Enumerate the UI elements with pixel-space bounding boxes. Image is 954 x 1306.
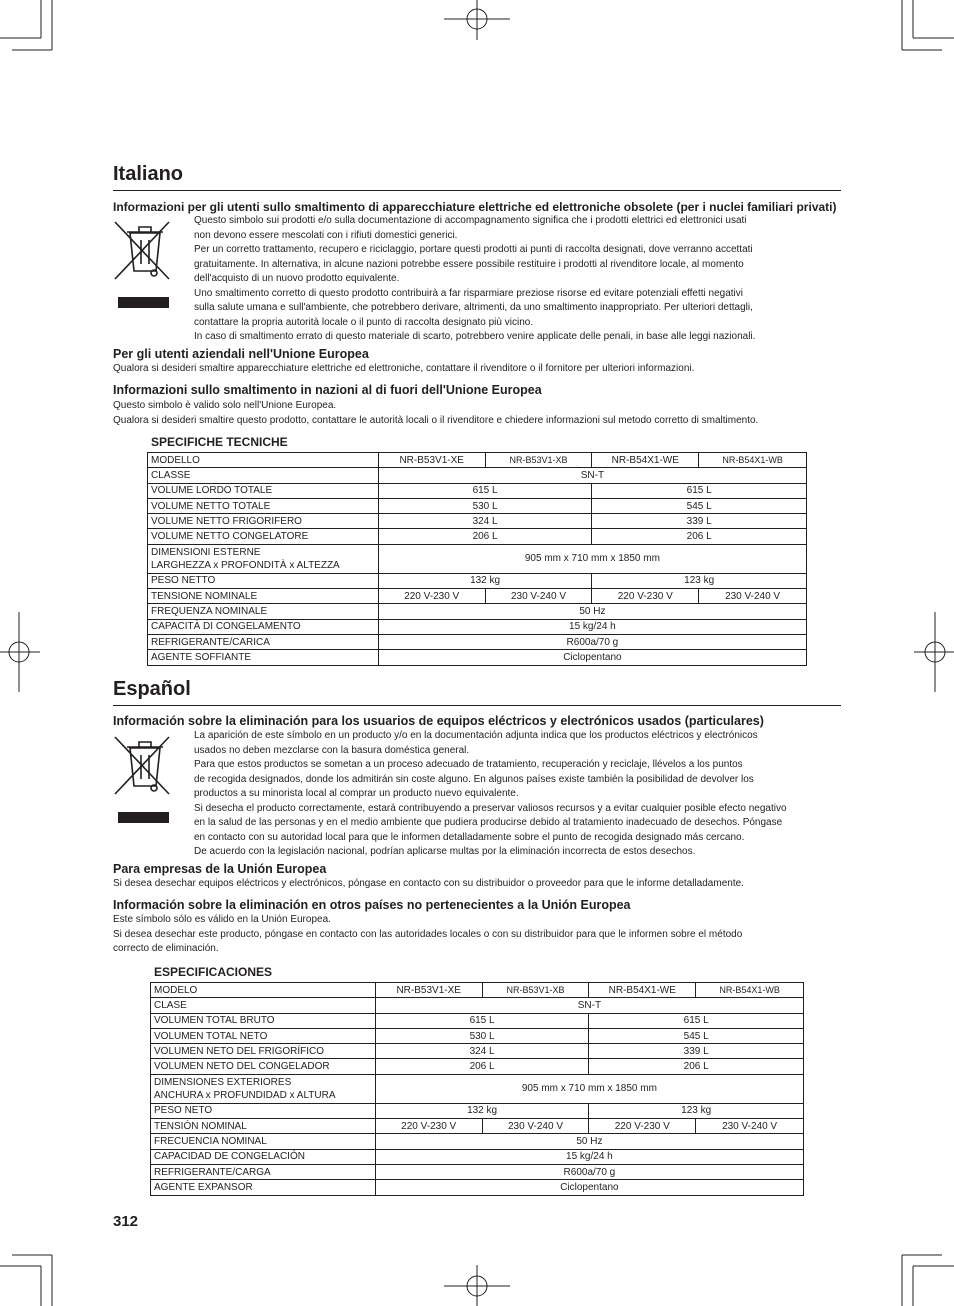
value-cell: R600a/70 g	[375, 1164, 803, 1179]
row-label: AGENTE EXPANSOR	[151, 1180, 376, 1195]
value-cell: 206 L	[589, 1059, 804, 1074]
section-rule	[113, 705, 841, 706]
row-label: CLASE	[151, 998, 376, 1013]
body-line: non devono essere mescolati con i rifiuti domestici generici.	[194, 229, 458, 241]
value-cell: 220 V-230 V	[592, 589, 699, 604]
value-cell: 545 L	[592, 498, 807, 513]
value-cell: 324 L	[378, 514, 592, 529]
body-line: Per un corretto trattamento, recupero e riciclaggio, portare questi prodotti ai punti di raccolta designati, dove verranno accettati	[194, 244, 753, 255]
outside-eu-text	[113, 399, 843, 428]
table-row	[148, 634, 807, 649]
dim-label-line: DIMENSIONI ESTERNE	[151, 546, 261, 558]
outside-eu-text	[113, 913, 843, 957]
value-cell: 905 mm x 710 mm x 1850 mm	[378, 544, 806, 573]
registration-mark-icon	[444, 0, 510, 40]
model-cell: NR-B54X1-WB	[699, 453, 807, 468]
value-cell: 230 V-240 V	[482, 1119, 589, 1134]
value-cell: SN-T	[378, 468, 806, 483]
table-row	[148, 650, 807, 665]
value-cell: 615 L	[378, 483, 592, 498]
row-label: PESO NETTO	[148, 573, 379, 588]
table-row	[148, 529, 807, 544]
registration-mark-icon	[444, 1265, 510, 1306]
model-cell: NR-B54X1-WE	[592, 453, 699, 468]
body-line: Uno smaltimento corretto di questo prodotto contribuirà a far risparmiare preziose risorse ed evitare potenziali effetti negativi	[194, 287, 743, 299]
body-line: de recogida designados, donde los admitirán sin coste alguno. En algunos países existe también la posibilidad de devolver los	[194, 773, 754, 785]
table-row	[148, 483, 807, 498]
value-cell: 206 L	[592, 529, 807, 544]
spec-table-espanol	[150, 982, 804, 1196]
value-cell: 123 kg	[592, 573, 807, 588]
registration-mark-icon	[0, 612, 40, 692]
row-label	[151, 1074, 376, 1103]
disposal-body	[194, 214, 840, 345]
outside-eu-heading: Informazioni sullo smaltimento in nazioni al di fuori dell'Unione Europea	[113, 383, 542, 397]
value-cell: 324 L	[375, 1044, 589, 1059]
dim-label-line: LARGHEZZA x PROFONDITÀ x ALTEZZA	[151, 559, 340, 571]
crop-mark-icon	[902, 1255, 954, 1306]
value-cell: 230 V-240 V	[696, 1119, 804, 1134]
black-bar-mark	[118, 812, 169, 823]
registration-mark-icon	[914, 612, 954, 692]
value-cell: 50 Hz	[375, 1134, 803, 1149]
row-label: VOLUMEN TOTAL NETO	[151, 1028, 376, 1043]
value-cell: R600a/70 g	[378, 634, 806, 649]
body-line: contattare la propria autorità locale o il punto di raccolta designato più vicino.	[194, 316, 534, 328]
table-row	[151, 1059, 804, 1074]
value-cell: 230 V-240 V	[699, 589, 807, 604]
crop-mark-icon	[0, 0, 52, 50]
table-row	[151, 1044, 804, 1059]
row-label: VOLUMEN NETO DEL FRIGORÍFICO	[151, 1044, 376, 1059]
section-title-espanol: Español	[113, 678, 191, 700]
value-cell: 15 kg/24 h	[375, 1149, 803, 1164]
crossed-out-wheelie-bin-icon	[112, 734, 172, 798]
value-cell: 615 L	[375, 1013, 589, 1028]
spec-table-title: ESPECIFICACIONES	[154, 965, 273, 979]
row-label: CLASSE	[148, 468, 379, 483]
table-row	[151, 1028, 804, 1043]
disposal-body	[194, 729, 840, 860]
body-line: De acuerdo con la legislación nacional, podrían aplicarse multas por la eliminación incorrecta de estos desechos.	[194, 846, 696, 857]
row-label: VOLUME LORDO TOTALE	[148, 483, 379, 498]
value-cell: 220 V-230 V	[375, 1119, 482, 1134]
table-row	[148, 453, 807, 468]
row-label: MODELO	[151, 983, 376, 998]
row-label: VOLUME NETTO CONGELATORE	[148, 529, 379, 544]
row-label: REFRIGERANTE/CARICA	[148, 634, 379, 649]
black-bar-mark	[118, 297, 169, 308]
value-cell: 50 Hz	[378, 604, 806, 619]
table-row	[148, 619, 807, 634]
outside-line: Este símbolo sólo es válido en la Unión Europea.	[113, 914, 331, 925]
body-line: Si desecha el producto correctamente, estará contribuyendo a preservar valiosos recursos y a evitar cualquier posible efecto negativo	[194, 802, 787, 814]
outside-line: Questo simbolo è valido solo nell'Unione Europea.	[113, 400, 337, 411]
spec-table-title: SPECIFICHE TECNICHE	[151, 435, 288, 449]
dim-label-line: DIMENSIONES EXTERIORES	[154, 1076, 292, 1088]
table-row	[148, 498, 807, 513]
value-cell: 15 kg/24 h	[378, 619, 806, 634]
row-label: FRECUENCIA NOMINAL	[151, 1134, 376, 1149]
value-cell: 220 V-230 V	[589, 1119, 696, 1134]
body-line: Questo simbolo sui prodotti e/o sulla documentazione di accompagnamento significa che i prodotti elettrici ed elettronici usati	[194, 215, 747, 226]
row-label: REFRIGERANTE/CARGA	[151, 1164, 376, 1179]
table-row	[148, 544, 807, 573]
outside-line: correcto de eliminación.	[113, 943, 219, 954]
model-cell: NR-B53V1-XB	[482, 983, 589, 998]
model-cell: NR-B54X1-WB	[696, 983, 804, 998]
crop-mark-icon	[0, 1255, 52, 1306]
value-cell: 339 L	[589, 1044, 804, 1059]
business-line: Qualora si desideri smaltire apparecchiature elettriche ed elettroniche, contattare il rivenditore o il fornitore per ulteriori informazioni.	[113, 363, 695, 374]
value-cell: 220 V-230 V	[378, 589, 485, 604]
value-cell: 206 L	[378, 529, 592, 544]
value-cell: 123 kg	[589, 1103, 804, 1118]
row-label: VOLUMEN TOTAL BRUTO	[151, 1013, 376, 1028]
row-label: VOLUMEN NETO DEL CONGELADOR	[151, 1059, 376, 1074]
business-line: Si desea desechar equipos eléctricos y electrónicos, póngase en contacto con su distribuidor o proveedor para que le informe detalladamente.	[113, 878, 744, 889]
table-row	[151, 1103, 804, 1118]
disposal-heading: Información sobre la eliminación para los usuarios de equipos eléctricos y electrónicos usados (particulares)	[113, 714, 764, 728]
row-label: PESO NETO	[151, 1103, 376, 1118]
section-title-italiano: Italiano	[113, 163, 184, 185]
body-line: en contacto con su autoridad local para que le informen detalladamente sobre el punto de recogida designado más cercano.	[194, 831, 745, 843]
table-row	[151, 998, 804, 1013]
table-row	[151, 1119, 804, 1134]
business-text	[113, 877, 843, 892]
value-cell: 530 L	[378, 498, 592, 513]
crossed-out-wheelie-bin-icon	[112, 219, 172, 283]
row-label: AGENTE SOFFIANTE	[148, 650, 379, 665]
table-row	[151, 1164, 804, 1179]
row-label: VOLUME NETTO FRIGORIFERO	[148, 514, 379, 529]
value-cell: 132 kg	[378, 573, 592, 588]
table-row	[148, 589, 807, 604]
value-cell: Ciclopentano	[375, 1180, 803, 1195]
crop-mark-icon	[902, 0, 954, 50]
value-cell: 230 V-240 V	[485, 589, 592, 604]
table-row	[148, 514, 807, 529]
model-cell: NR-B53V1-XB	[485, 453, 592, 468]
body-line: La aparición de este símbolo en un producto y/o en la documentación adjunta indica que los productos eléctricos y electrónicos	[194, 730, 758, 741]
business-text	[113, 362, 843, 377]
table-row	[148, 468, 807, 483]
row-label: CAPACITÀ DI CONGELAMENTO	[148, 619, 379, 634]
table-row	[151, 983, 804, 998]
outside-line: Si desea desechar este producto, póngase en contacto con las autoridades locales o con su distribuidor para que le informen sobre el método	[113, 928, 743, 940]
table-row	[151, 1074, 804, 1103]
outside-line: Qualora si desideri smaltire questo prodotto, contattare le autorità locali o il rivenditore e chiedere informazioni sul metodo corretto di smaltimento.	[113, 414, 759, 426]
value-cell: 615 L	[592, 483, 807, 498]
model-cell: NR-B54X1-WE	[589, 983, 696, 998]
model-cell: NR-B53V1-XE	[378, 453, 485, 468]
value-cell: 132 kg	[375, 1103, 589, 1118]
model-cell: NR-B53V1-XE	[375, 983, 482, 998]
body-line: productos a su minorista local al comprar un producto nuevo equivalente.	[194, 788, 519, 799]
table-row	[151, 1134, 804, 1149]
page-number: 312	[113, 1213, 139, 1230]
spec-table-italiano	[147, 452, 807, 666]
row-label: TENSIÓN NOMINAL	[151, 1119, 376, 1134]
outside-eu-heading: Información sobre la eliminación en otros países no pertenecientes a la Unión Europea	[113, 898, 631, 912]
table-row	[151, 1149, 804, 1164]
body-line: dell'acquisto di un nuovo prodotto equivalente.	[194, 273, 400, 284]
value-cell: 615 L	[589, 1013, 804, 1028]
body-line: Para que estos productos se sometan a un proceso adecuado de tratamiento, recuperación y reciclaje, llévelos a los puntos	[194, 759, 743, 770]
row-label	[148, 544, 379, 573]
body-line: en la salud de las personas y en el medio ambiente que pudiera producirse debido al tratamiento inadecuado de desechos. Póngase	[194, 817, 783, 828]
value-cell: 545 L	[589, 1028, 804, 1043]
body-line: In caso di smaltimento errato di questo materiale di scarto, potrebbero venire applicate delle penali, in base alle leggi nazionali.	[194, 331, 756, 342]
row-label: CAPACIDAD DE CONGELACIÓN	[151, 1149, 376, 1164]
body-line: usados no deben mezclarse con la basura doméstica general.	[194, 744, 470, 756]
value-cell: 206 L	[375, 1059, 589, 1074]
value-cell: 905 mm x 710 mm x 1850 mm	[375, 1074, 803, 1103]
dim-label-line: ANCHURA x PROFUNDIDAD x ALTURA	[154, 1089, 336, 1101]
value-cell: 339 L	[592, 514, 807, 529]
row-label: MODELLO	[148, 453, 379, 468]
table-row	[151, 1180, 804, 1195]
body-line: sulla salute umana e sull'ambiente, che potrebbero derivare, altrimenti, da uno smaltimento inappropriato. Per ulteriori dettagli,	[194, 302, 753, 313]
business-heading: Para empresas de la Unión Europea	[113, 862, 327, 876]
row-label: VOLUME NETTO TOTALE	[148, 498, 379, 513]
value-cell: 530 L	[375, 1028, 589, 1043]
value-cell: SN-T	[375, 998, 803, 1013]
table-row	[148, 573, 807, 588]
table-row	[148, 604, 807, 619]
body-line: gratuitamente. In alternativa, in alcune nazioni potrebbe essere possibile restituire i prodotti al rivenditore locale, al momento	[194, 258, 744, 270]
disposal-heading: Informazioni per gli utenti sullo smaltimento di apparecchiature elettriche ed elettroniche obsolete (per i nuclei familiari privati)	[113, 200, 837, 214]
row-label: FREQUENZA NOMINALE	[148, 604, 379, 619]
row-label: TENSIONE NOMINALE	[148, 589, 379, 604]
section-rule	[113, 190, 841, 191]
value-cell: Ciclopentano	[378, 650, 806, 665]
business-heading: Per gli utenti aziendali nell'Unione Europea	[113, 347, 369, 361]
table-row	[151, 1013, 804, 1028]
